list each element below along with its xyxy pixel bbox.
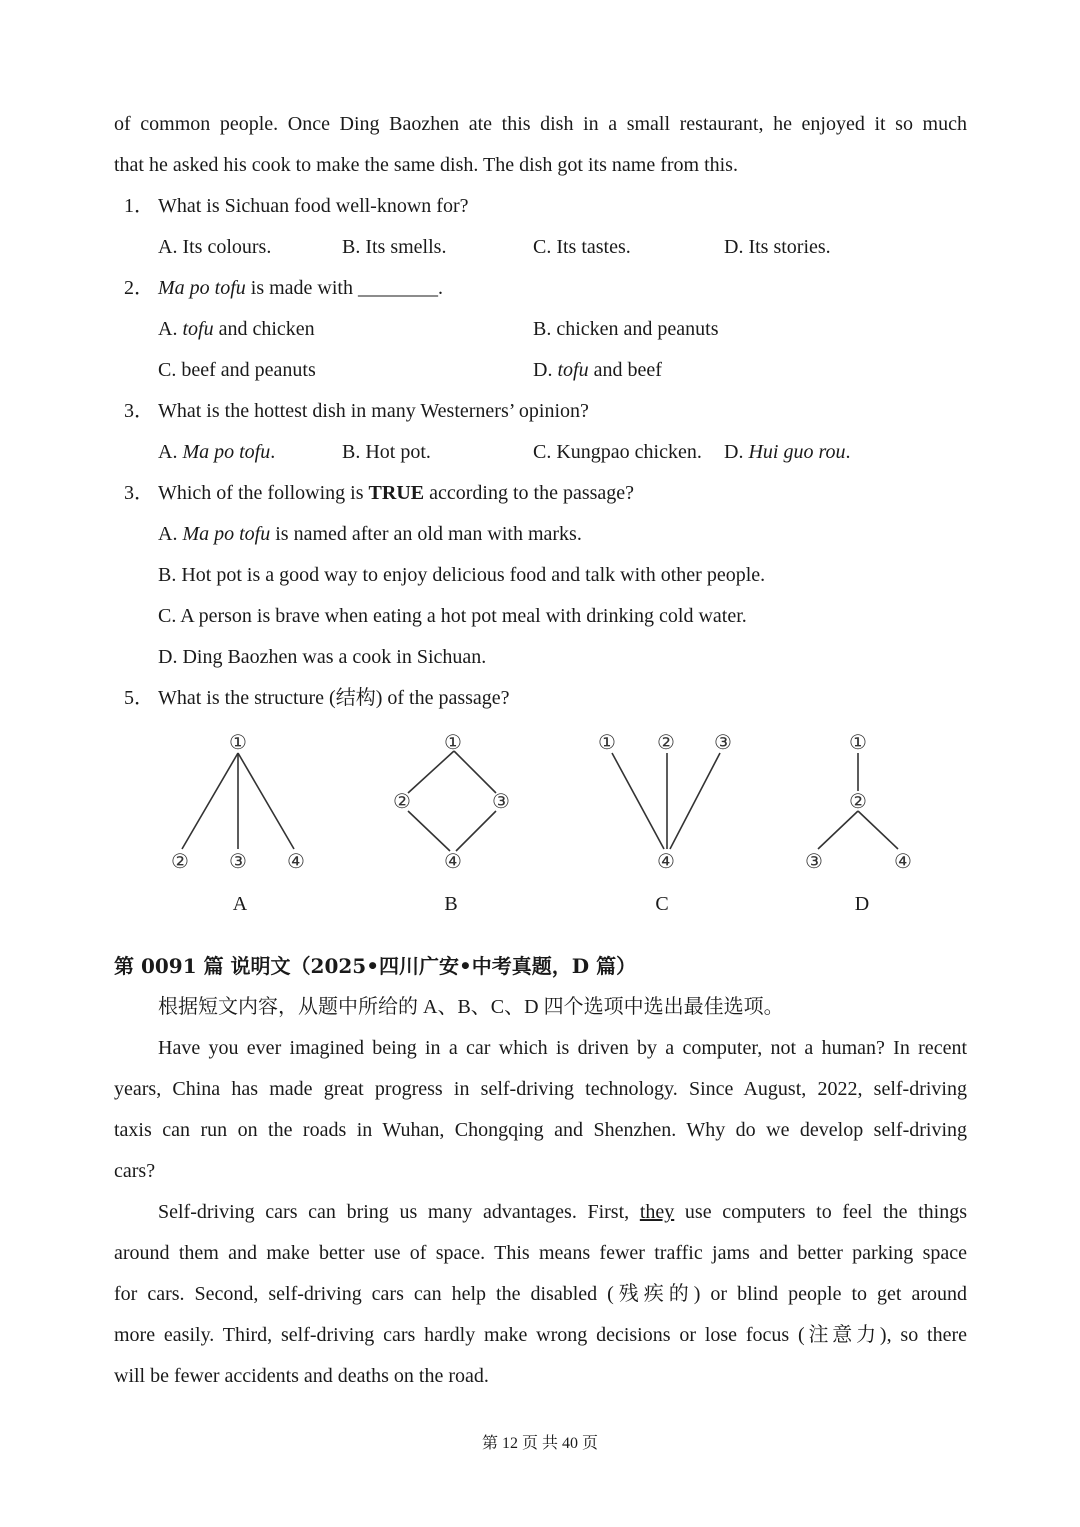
structure-diagrams xyxy=(160,725,920,925)
paragraph-line: Self-driving cars can bring us many advantages. First, they use computers to feel the things xyxy=(158,1201,968,1223)
paragraph-line: for cars. Second, self-driving cars can help the disabled (残疾的) or blind people to get around xyxy=(114,1283,967,1305)
option-c: C. Kungpao chicken. xyxy=(533,441,702,463)
underlined-word: they xyxy=(639,1201,675,1223)
diagram-b-edge xyxy=(456,811,496,851)
option-a: A. tofu and chicken xyxy=(158,318,315,340)
node-3: ③ xyxy=(714,730,732,754)
passage-line: of common people. Once Ding Baozhen ate this dish in a small restaurant, he enjoyed it so much xyxy=(114,113,967,135)
option-a: A. Its colours. xyxy=(158,236,272,258)
option-c: C. Its tastes. xyxy=(533,236,631,258)
diagram-a-edge xyxy=(238,753,294,849)
page-footer: 第 12 页 共 40 页 xyxy=(481,1435,598,1452)
question-1 xyxy=(124,194,468,218)
paragraph-line: more easily. Third, self-driving cars hardly make wrong decisions or lose focus (注意力), so there xyxy=(114,1324,967,1346)
question-stem: What is the hottest dish in many Westerners’ opinion? xyxy=(158,400,589,422)
diagram-label-a: A xyxy=(232,893,248,915)
question-4: 3． Which of the following is TRUE according to the passage? xyxy=(124,482,635,504)
paragraph-line: taxis can run on the roads in Wuhan, Chongqing and Shenzhen. Why do we develop self-driving xyxy=(114,1119,967,1141)
diagram-d-edge xyxy=(858,811,898,849)
diagram-label-b: B xyxy=(444,893,458,915)
question-2 xyxy=(124,276,443,300)
question-number: 5． xyxy=(124,687,154,709)
passage-line: that he asked his cook to make the same dish. The dish got its name from this. xyxy=(114,154,738,176)
node-3: ③ xyxy=(492,789,510,813)
option-d: D. Ding Baozhen was a cook in Sichuan. xyxy=(158,646,487,668)
diagram-label-c: C xyxy=(655,893,669,915)
paragraph-line: cars? xyxy=(114,1160,156,1182)
node-4: ④ xyxy=(657,849,675,873)
paragraph-line: Have you ever imagined being in a car which is driven by a computer, not a human? In recent xyxy=(158,1037,967,1059)
option-d: D. tofu and beef xyxy=(533,359,662,381)
question-number: 1． xyxy=(124,195,154,217)
node-4: ④ xyxy=(444,849,462,873)
node-4: ④ xyxy=(287,849,305,873)
node-2: ② xyxy=(657,730,675,754)
diagram-b-edge xyxy=(408,811,450,851)
node-1: ① xyxy=(849,730,867,754)
dish-name: Ma po tofu xyxy=(158,277,246,299)
question-number: 3． xyxy=(124,482,154,504)
option-a: A. Ma po tofu. xyxy=(158,441,276,463)
section-heading: 第 0091 篇 说明文（2025•四川广安•中考真题，D 篇） xyxy=(114,954,637,978)
node-1: ① xyxy=(444,730,462,754)
question-number: 3． xyxy=(124,400,154,422)
node-1: ① xyxy=(229,730,247,754)
question-3 xyxy=(124,399,589,423)
structure-diagrams-svg xyxy=(160,725,920,925)
option-d: D. Its stories. xyxy=(724,236,831,258)
question-stem: is made with ________. xyxy=(245,277,443,299)
section-instruction: 根据短文内容，从题中所给的 A、B、C、D 四个选项中选出最佳选项。 xyxy=(158,996,784,1018)
paragraph-line: around them and make better use of space. This means fewer traffic jams and better parking space xyxy=(114,1242,967,1264)
diagram-c-edge xyxy=(612,753,664,849)
node-4: ④ xyxy=(894,849,912,873)
option-c: C. A person is brave when eating a hot pot meal with drinking cold water. xyxy=(158,605,747,627)
node-3: ③ xyxy=(805,849,823,873)
diagram-b-edge xyxy=(408,751,454,793)
diagram-b-edge xyxy=(454,751,496,793)
option-a: A. Ma po tofu is named after an old man with marks. xyxy=(158,523,582,545)
diagram-label-d: D xyxy=(854,893,870,915)
diagram-d-edge xyxy=(818,811,858,849)
node-1: ① xyxy=(598,730,616,754)
question-stem: What is the structure (结构) of the passage? xyxy=(158,687,510,709)
node-3: ③ xyxy=(229,849,247,873)
option-b: B. Its smells. xyxy=(342,236,447,258)
question-number: 2． xyxy=(124,277,154,299)
diagram-a-edge xyxy=(182,753,238,849)
diagram-c-edge xyxy=(670,753,720,849)
option-b: B. chicken and peanuts xyxy=(533,318,719,340)
paragraph-line: will be fewer accidents and deaths on the road. xyxy=(114,1365,489,1387)
node-2: ② xyxy=(849,789,867,813)
option-c: C. beef and peanuts xyxy=(158,359,316,381)
question-5 xyxy=(124,686,510,710)
node-2: ② xyxy=(393,789,411,813)
node-2: ② xyxy=(171,849,189,873)
paragraph-line: years, China has made great progress in self-driving technology. Since August, 2022, self-driving xyxy=(114,1078,967,1100)
option-b: B. Hot pot. xyxy=(342,441,431,463)
option-d: D. Hui guo rou. xyxy=(724,441,851,463)
option-b: B. Hot pot is a good way to enjoy delicious food and talk with other people. xyxy=(158,564,766,586)
question-stem: What is Sichuan food well-known for? xyxy=(158,195,469,217)
